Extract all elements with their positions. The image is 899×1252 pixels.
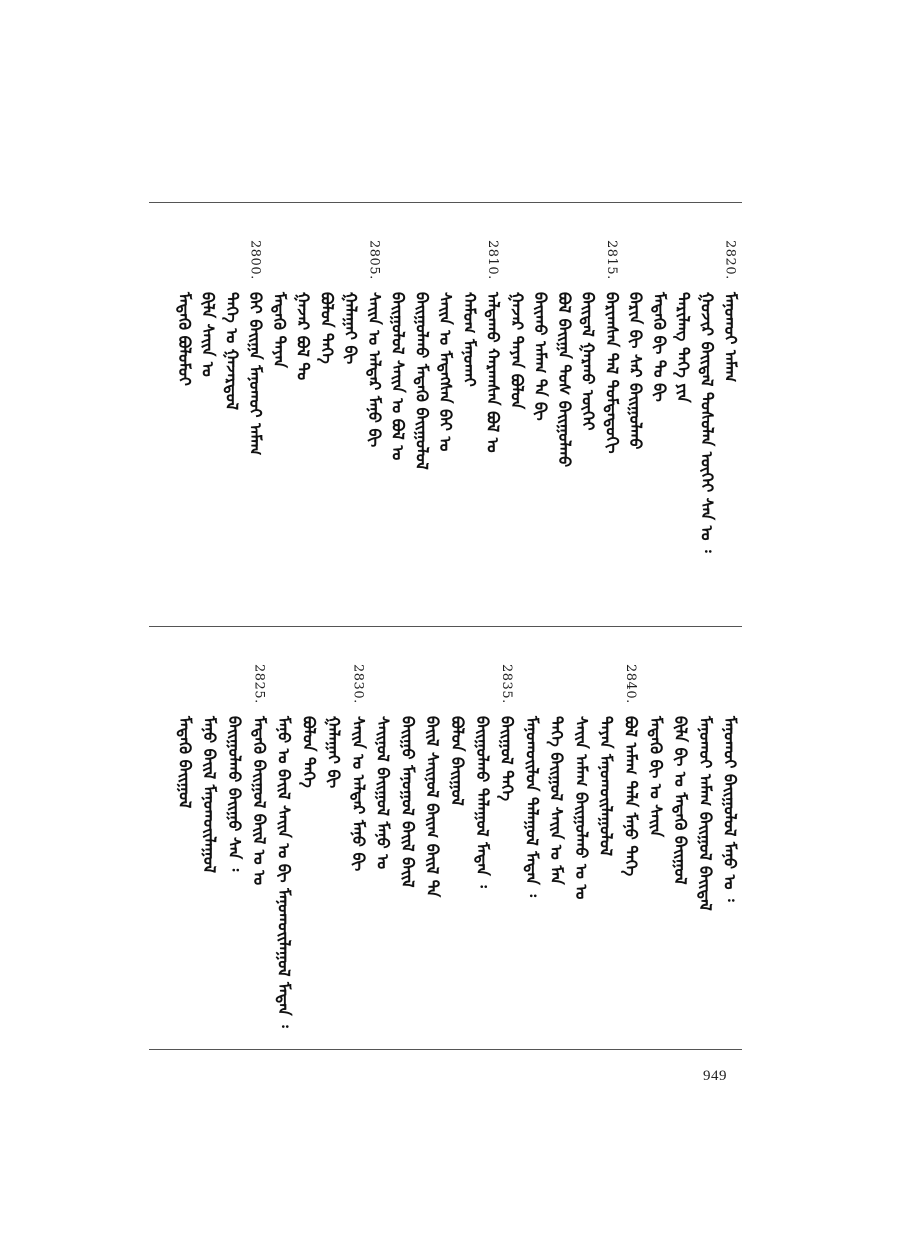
- verse-text: ᠪᠤᠯ ᠠᠮᠠᠭ ᠲᠠᠯᠠ ᠮᠠᠨᠤ ᠲᠡᠭᠡ: [621, 716, 641, 877]
- verse-text: ᠲᠡᠭᠡ ᠤ ᠭᠠᠵᠠᠷᠳᠤᠯ: [222, 292, 242, 410]
- verse-line: [643, 664, 668, 1028]
- line-number: 2830.: [350, 664, 366, 704]
- verse-text: ᠪᠠᠷᠢᠭᠰᠠᠨ ᠲᠠᠯ ᠳᠤᠮᠳᠠᠳᠤᠬᠢ: [602, 292, 622, 454]
- verse-text: ᠮᠡᠳᠡᠬᠦ ᠪᠤᠯᠤᠮᠤᠢ: [174, 292, 194, 386]
- verse-line: [718, 240, 742, 553]
- verse-line: [623, 240, 647, 553]
- line-number: 2805.: [366, 240, 382, 280]
- line-number: 2835.: [499, 664, 515, 704]
- verse-line: [338, 240, 362, 553]
- verse-line: [220, 240, 244, 553]
- verse-line: [668, 664, 693, 1028]
- verse-line: [420, 664, 445, 1028]
- verse-text: ᠭᠠᠵᠠᠷ ᠪᠤᠯ ᠲᠤ: [293, 292, 313, 381]
- upper-verse-block: [172, 240, 742, 553]
- line-number: 2840.: [622, 664, 638, 704]
- verse-line: [569, 664, 594, 1028]
- verse-text: ᠰᠠᠢᠨ ᠠᠮᠠᠭ ᠪᠠᠢᠭᠤᠯᠬᠤ ᠤ ᠤ: [571, 716, 591, 900]
- verse-text: ᠬᠠᠮᠤᠭ ᠮᠠᠨᠤᠬᠠᠢ: [459, 292, 479, 387]
- verse-line: [647, 240, 671, 553]
- verse-line: [505, 240, 529, 553]
- line-number: 2820.: [722, 240, 738, 280]
- verse-line: [386, 240, 410, 553]
- verse-line: [395, 664, 420, 1028]
- verse-text: ᠪᠠᠢᠭᠤᠯ ᠲᠡᠭᠡ: [497, 716, 517, 802]
- verse-line: [618, 664, 643, 1028]
- line-number: 2810.: [485, 240, 501, 280]
- verse-text: ᠭᠤᠵᠢᠷ ᠪᠠᠢᠳᠠᠯ ᠲᠤᠰᠤᠯᠠᠨ ᠦᠭᠡᠢ ᠰᠠᠨ ᠤ ᠄: [697, 292, 717, 553]
- verse-line: [321, 664, 346, 1028]
- verse-text: ᠪᠤᠯᠤᠨ ᠪᠠᠢᠭᠤᠯ: [448, 716, 468, 806]
- verse-line: [457, 240, 481, 553]
- verse-text: ᠮᠠᠨᠤᠬᠤᠢ ᠠᠮᠠᠭ: [721, 292, 741, 383]
- verse-line: [469, 664, 494, 1028]
- verse-line: [544, 664, 569, 1028]
- verse-text: ᠪᠠᠢᠭᠤ ᠮᠠᠨᠤᠭᠤᠯ ᠪᠠᠢᠯ ᠪᠠᠢᠯ: [398, 716, 418, 888]
- verse-text: ᠮᠡᠳᠡᠬᠦ ᠪᠠᠢᠭᠤᠯ ᠪᠠᠢᠯ ᠤ ᠤ: [249, 716, 269, 886]
- verse-text: ᠰᠠᠢᠨ ᠤ ᠠᠯᠳᠠᠷ ᠮᠠᠨᠤ ᠪᠢ: [348, 716, 368, 872]
- verse-text: ᠪᠠᠷᠢᠨ ᠪᠢ ᠰᠡᠷ ᠪᠠᠢᠭᠤᠯᠬᠤ: [626, 292, 646, 450]
- verse-line: [410, 240, 434, 553]
- verse-line: [362, 240, 386, 553]
- verse-line: [600, 240, 624, 553]
- verse-text: ᠪᠤᠯᠤᠨ ᠲᠡᠭᠡ: [317, 292, 337, 364]
- lower-verse-block: [172, 664, 742, 1028]
- verse-line: [528, 240, 552, 553]
- verse-line: [296, 664, 321, 1028]
- verse-text: ᠪᠤᠯ ᠪᠠᠢᠭᠠ ᠲᠤᠰ ᠪᠠᠢᠭᠤᠯᠬᠤ: [554, 292, 574, 468]
- verse-line: [197, 664, 222, 1028]
- verse-line: [433, 240, 457, 553]
- verse-text: ᠪᠢᠯᠡ ᠰᠠᠢᠨ ᠤ: [198, 292, 218, 377]
- verse-text: ᠪᠢᠯᠡ ᠪᠢ ᠤ ᠮᠡᠳᠡᠬᠦ ᠪᠠᠢᠭᠤᠯ: [671, 716, 691, 885]
- verse-line: [315, 240, 339, 553]
- verse-text: ᠪᠠᠢᠭᠤᠯᠬᠤ ᠪᠠᠢᠭᠤ ᠰᠠᠨ ᠄: [224, 716, 244, 872]
- verse-text: ᠰᠠᠢᠨᠤᠯ ᠪᠠᠢᠭᠤᠯ ᠮᠠᠨᠤ ᠤ: [373, 716, 393, 870]
- verse-line: [593, 664, 618, 1028]
- verse-text: ᠮᠠᠨᠤᠬᠤᠢ ᠪᠠᠢᠭᠤᠯᠤᠯ ᠮᠠᠨᠤ ᠤ ᠄: [720, 716, 740, 902]
- verse-line: [717, 664, 742, 1028]
- verse-line: [222, 664, 247, 1028]
- verse-text: ᠠᠯᠳᠠᠬᠤ ᠬᠠᠷᠠᠭᠰᠠᠨ ᠪᠤᠯ ᠤ: [483, 292, 503, 453]
- verse-line: [346, 664, 371, 1028]
- verse-text: ᠲᠡᠭᠡ ᠪᠠᠢᠭᠤᠯ ᠰᠠᠢᠨ ᠤ ᠮᠠᠨ: [547, 716, 567, 885]
- page-number: 949: [703, 1068, 727, 1084]
- verse-text: ᠪᠠᠢᠭᠤᠯᠬᠤ ᠲᠠᠯᠠᠭᠤᠯ ᠮᠡᠳᠡᠨ ᠄: [472, 716, 492, 888]
- verse-text: ᠪᠠᠢ ᠪᠠᠢᠭᠠ ᠮᠠᠨᠤᠬᠤᠢ ᠠᠮᠠᠭ: [246, 292, 266, 456]
- verse-line: [196, 240, 220, 553]
- verse-line: [671, 240, 695, 553]
- verse-line: [695, 240, 719, 553]
- verse-line: [494, 664, 519, 1028]
- verse-text: ᠭᠠᠵᠠᠷ ᠳᠠᠶᠠᠨ ᠪᠤᠯᠤᠨ: [507, 292, 527, 410]
- verse-text: ᠪᠠᠢᠬᠤ ᠠᠮᠠᠭ ᠲᠠ ᠪᠢ: [531, 292, 551, 421]
- verse-text: ᠭᠠᠯᠠᠭᠠᠢ ᠪᠢ: [324, 716, 344, 789]
- verse-text: ᠪᠤᠯᠤᠨ ᠲᠡᠭᠡ: [299, 716, 319, 788]
- verse-text: ᠮᠠᠨᠤ ᠪᠠᠢᠯ ᠮᠠᠨᠤᠬᠤᠢᠯᠠᠭᠤᠯ: [200, 716, 220, 873]
- verse-line: [172, 240, 196, 553]
- verse-text: ᠮᠡᠳᠡᠬᠦ ᠪᠢ ᠤ ᠰᠠᠢᠨ: [646, 716, 666, 838]
- verse-line: [246, 664, 271, 1028]
- verse-line: [445, 664, 470, 1028]
- verse-line: [291, 240, 315, 553]
- verse-text: ᠰᠠᠢᠨ ᠤ ᠮᠡᠳᠡᠭᠰᠡᠨ ᠪᠠᠢ ᠤ: [436, 292, 456, 452]
- bottom-rule: [149, 1049, 742, 1050]
- verse-text: ᠰᠠᠢᠨ ᠤ ᠠᠯᠳᠠᠷ ᠮᠠᠨᠤ ᠪᠢ: [364, 292, 384, 448]
- verse-line: [552, 240, 576, 553]
- verse-text: ᠭᠠᠯᠠᠭᠠᠢ ᠪᠢ: [341, 292, 361, 365]
- line-number: 2825.: [251, 664, 267, 704]
- verse-text: ᠪᠠᠢᠭᠤᠯᠬᠤ ᠮᠡᠳᠡᠬᠦ ᠪᠠᠢᠭᠤᠯᠤᠯ: [412, 292, 432, 470]
- verse-text: ᠮᠠᠨᠤ ᠤ ᠪᠠᠢᠯ ᠰᠠᠢᠨ ᠤ ᠪᠢ ᠮᠠᠨᠤᠬᠤᠢᠯᠠᠭᠤᠯ ᠮᠡᠳᠡᠨ ᠄: [274, 716, 294, 1028]
- verse-text: ᠲᠠᠶᠠᠨ ᠮᠠᠨᠤᠬᠤᠢᠯᠠᠭᠤᠯᠤᠯ: [596, 716, 616, 857]
- verse-text: ᠲᠠᠷᠢᠯᠠᠩ ᠲᠡᠭᠡ ᠶᠢᠨ: [673, 292, 693, 403]
- middle-rule: [149, 626, 742, 627]
- verse-line: [692, 664, 717, 1028]
- top-rule: [149, 202, 742, 203]
- line-number: 2800.: [247, 240, 263, 280]
- verse-line: [243, 240, 267, 553]
- verse-line: [481, 240, 505, 553]
- verse-line: [172, 664, 197, 1028]
- verse-line: [519, 664, 544, 1028]
- verse-line: [271, 664, 296, 1028]
- verse-line: [267, 240, 291, 553]
- verse-text: ᠪᠠᠢᠭᠤᠯᠤᠯ ᠰᠠᠢᠨ ᠤ ᠪᠤᠯ ᠤ: [388, 292, 408, 461]
- verse-text: ᠪᠠᠢᠯ ᠰᠠᠢᠨᠤᠯ ᠪᠠᠢᠭ ᠪᠠᠢᠯ ᠲᠡ: [423, 716, 443, 898]
- verse-text: ᠮᠡᠳᠡᠬᠦ ᠲᠠᠶᠠᠨ: [269, 292, 289, 368]
- verse-text: ᠮᠡᠳᠡᠬᠦ ᠪᠢ ᠲᠤ ᠪᠢ: [649, 292, 669, 402]
- verse-text: ᠮᠠᠨᠤᠬᠤᠢᠯᠤᠨ ᠲᠠᠯᠠᠭᠤᠯ ᠮᠡᠳᠡᠨ ᠄: [522, 716, 542, 897]
- line-number: 2815.: [603, 240, 619, 280]
- verse-text: ᠮᠡᠳᠡᠬᠦ ᠪᠠᠢᠭᠤᠯ: [175, 716, 195, 809]
- verse-line: [370, 664, 395, 1028]
- verse-text: ᠮᠠᠨᠤᠬᠤᠢ ᠠᠮᠠᠭ ᠪᠠᠢᠭᠤᠯ ᠪᠠᠢᠳᠠᠯ: [695, 716, 715, 911]
- verse-line: [576, 240, 600, 553]
- verse-text: ᠪᠠᠢᠳᠠᠯ ᠭᠠᠷᠬᠤ ᠦᠭᠡᠢ: [578, 292, 598, 431]
